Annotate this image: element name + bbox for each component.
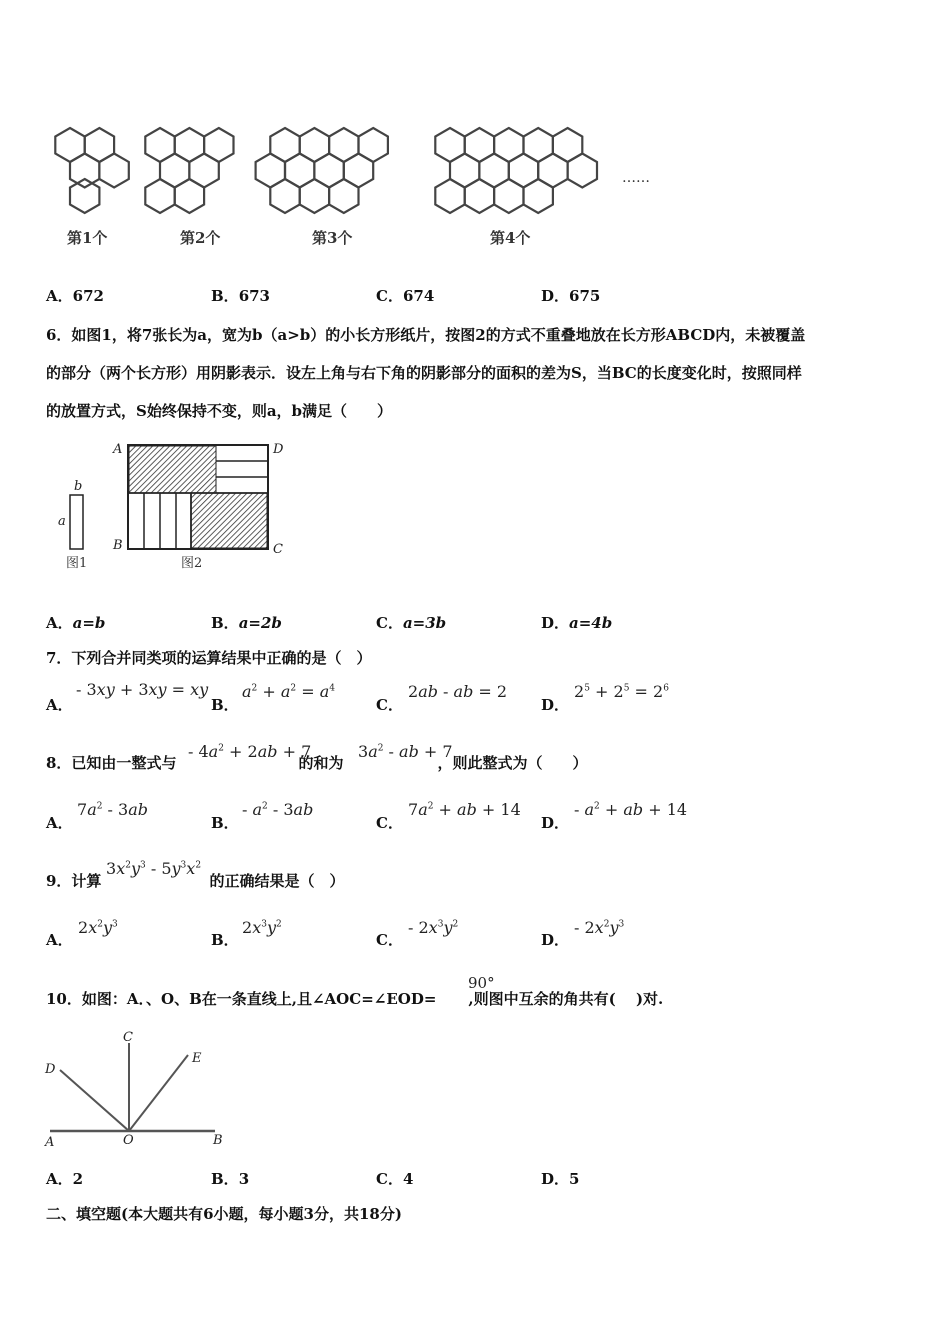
ellipsis: …… bbox=[622, 170, 650, 186]
hexagon-cell bbox=[270, 179, 299, 213]
q6-stem bbox=[46, 316, 906, 430]
hexagon-pattern-figure bbox=[40, 110, 680, 260]
corner-a: A bbox=[113, 442, 123, 457]
q9-stem: 9．计算 的正确结果是（ ） bbox=[46, 872, 345, 890]
q8-option-c[interactable]: C． bbox=[376, 814, 403, 832]
q9-option-c[interactable]: C． bbox=[376, 931, 403, 949]
q5-option-c[interactable]: C．674 bbox=[376, 287, 435, 305]
q9-option-a[interactable]: A． bbox=[46, 931, 73, 949]
q8-expr-1: - $4a^2 + 2ab + 7$ bbox=[188, 742, 312, 761]
rectangle-figure bbox=[50, 435, 300, 575]
q10-option-a[interactable]: A．2 bbox=[46, 1170, 84, 1188]
q7-option-c-expr: 2ab - ab = 2 bbox=[408, 682, 508, 701]
q7-option-d-expr: $2^5 + 2^5 = 2^6$ bbox=[574, 682, 669, 701]
figure-label-4: 第4个 bbox=[490, 229, 531, 247]
point-e: E bbox=[192, 1051, 202, 1066]
point-a: A bbox=[45, 1135, 55, 1150]
q9-option-a-expr: $2x^2y^3$ bbox=[78, 918, 118, 937]
q8-option-c-expr: $7a^2$ + ab + 14 bbox=[408, 800, 521, 819]
hexagon-cell bbox=[524, 179, 553, 213]
hexagon-cell bbox=[329, 179, 358, 213]
q6-option-d[interactable]: D．a=4b bbox=[541, 614, 613, 632]
corner-b: B bbox=[113, 538, 123, 553]
q10-angle-value: 90° bbox=[468, 974, 495, 992]
q9-option-b-expr: $2x^3y^2$ bbox=[242, 918, 282, 937]
corner-c: C bbox=[273, 542, 283, 557]
ray-od bbox=[60, 1070, 129, 1131]
small-rectangle bbox=[70, 495, 83, 549]
q8-stem: 8．已知由一整式与 的和为 ，则此整式为（ ） bbox=[46, 754, 588, 772]
q8-option-d-expr: - $a^2$ + ab + 14 bbox=[574, 800, 688, 819]
angle-figure bbox=[40, 1025, 240, 1150]
hexagon-cell bbox=[435, 179, 464, 213]
q6-option-c[interactable]: C．a=3b bbox=[376, 614, 447, 632]
hexagon-cell bbox=[568, 154, 597, 188]
shaded-region-top-left bbox=[129, 446, 216, 493]
q6-option-a[interactable]: A．a=b bbox=[46, 614, 106, 632]
q7-stem: 7．下列合并同类项的运算结果中正确的是（ ） bbox=[46, 649, 372, 667]
q8-option-a-expr: $7a^2 - 3ab$ bbox=[77, 800, 149, 819]
hexagon-cell bbox=[99, 154, 128, 188]
figure-label-2: 第2个 bbox=[180, 229, 221, 247]
point-o: O bbox=[123, 1133, 134, 1148]
q9-option-d[interactable]: D． bbox=[541, 931, 570, 949]
ray-oe bbox=[129, 1055, 188, 1131]
q9-expr: $3x^2y^3 - 5y^3x^2$ bbox=[106, 859, 202, 878]
q8-expr-2: $3a^2$ - ab + 7 bbox=[358, 742, 453, 761]
fig2-caption: 图2 bbox=[181, 556, 203, 571]
hexagon-cell bbox=[494, 179, 523, 213]
q7-option-c[interactable]: C． bbox=[376, 696, 403, 714]
point-c: C bbox=[123, 1030, 133, 1045]
q8-option-d[interactable]: D． bbox=[541, 814, 570, 832]
label-a: a bbox=[58, 514, 66, 529]
q6-stem-line-2: 的部分（两个长方形）用阴影表示．设左上角与右下角的阴影部分的面积的差为S，当BC的长度变化时，按照同样 bbox=[46, 364, 802, 382]
figure-label-1: 第1个 bbox=[67, 229, 108, 247]
label-b: b bbox=[74, 479, 83, 494]
q5-option-a[interactable]: A．672 bbox=[46, 287, 104, 305]
q8-option-a[interactable]: A． bbox=[46, 814, 73, 832]
q7-option-d[interactable]: D． bbox=[541, 696, 570, 714]
q7-option-b-expr: $a^2 + a^2 = a^4$ bbox=[242, 682, 335, 701]
q6-option-b[interactable]: B．a=2b bbox=[211, 614, 282, 632]
q7-option-b[interactable]: B． bbox=[211, 696, 239, 714]
q8-option-b[interactable]: B． bbox=[211, 814, 239, 832]
section-2-title: 二、填空题(本大题共有6小题，每小题3分，共18分) bbox=[46, 1205, 402, 1223]
q10-option-d[interactable]: D．5 bbox=[541, 1170, 580, 1188]
q9-option-b[interactable]: B． bbox=[211, 931, 239, 949]
figure-label-3: 第3个 bbox=[312, 229, 353, 247]
q7-option-a-expr: - 3xy + 3xy = xy bbox=[76, 680, 209, 699]
q5-option-b[interactable]: B．673 bbox=[211, 287, 270, 305]
point-d: D bbox=[45, 1062, 56, 1077]
q5-option-d[interactable]: D．675 bbox=[541, 287, 601, 305]
hexagon-cell bbox=[465, 179, 494, 213]
fig1-caption: 图1 bbox=[66, 556, 88, 571]
hexagon-cell bbox=[145, 179, 174, 213]
q10-option-c[interactable]: C．4 bbox=[376, 1170, 414, 1188]
hexagon-cell bbox=[70, 154, 99, 188]
q10-stem: 10．如图：A．、O、B在一条直线上,且∠AOC=∠EOD= ,则图中互余的角共有( )对. bbox=[46, 990, 664, 1008]
q8-option-b-expr: - $a^2 - 3ab$ bbox=[242, 800, 314, 819]
hexagon-cell bbox=[175, 179, 204, 213]
hexagon-cell bbox=[70, 179, 99, 213]
q10-option-b[interactable]: B．3 bbox=[211, 1170, 250, 1188]
q9-option-c-expr: - $2x^3y^2$ bbox=[408, 918, 459, 937]
corner-d: D bbox=[273, 442, 284, 457]
q6-stem-line-1: 6．如图1，将7张长为a，宽为b（a>b）的小长方形纸片，按图2的方式不重叠地放在长方形ABCD内，未被覆盖 bbox=[46, 326, 806, 344]
q6-stem-line-3: 的放置方式，S始终保持不变，则a，b满足（ ） bbox=[46, 402, 393, 420]
q9-option-d-expr: - $2x^2y^3$ bbox=[574, 918, 625, 937]
point-b: B bbox=[213, 1133, 223, 1148]
q7-option-a[interactable]: A． bbox=[46, 696, 73, 714]
hexagon-cell bbox=[300, 179, 329, 213]
shaded-region-bottom-right bbox=[191, 493, 267, 548]
